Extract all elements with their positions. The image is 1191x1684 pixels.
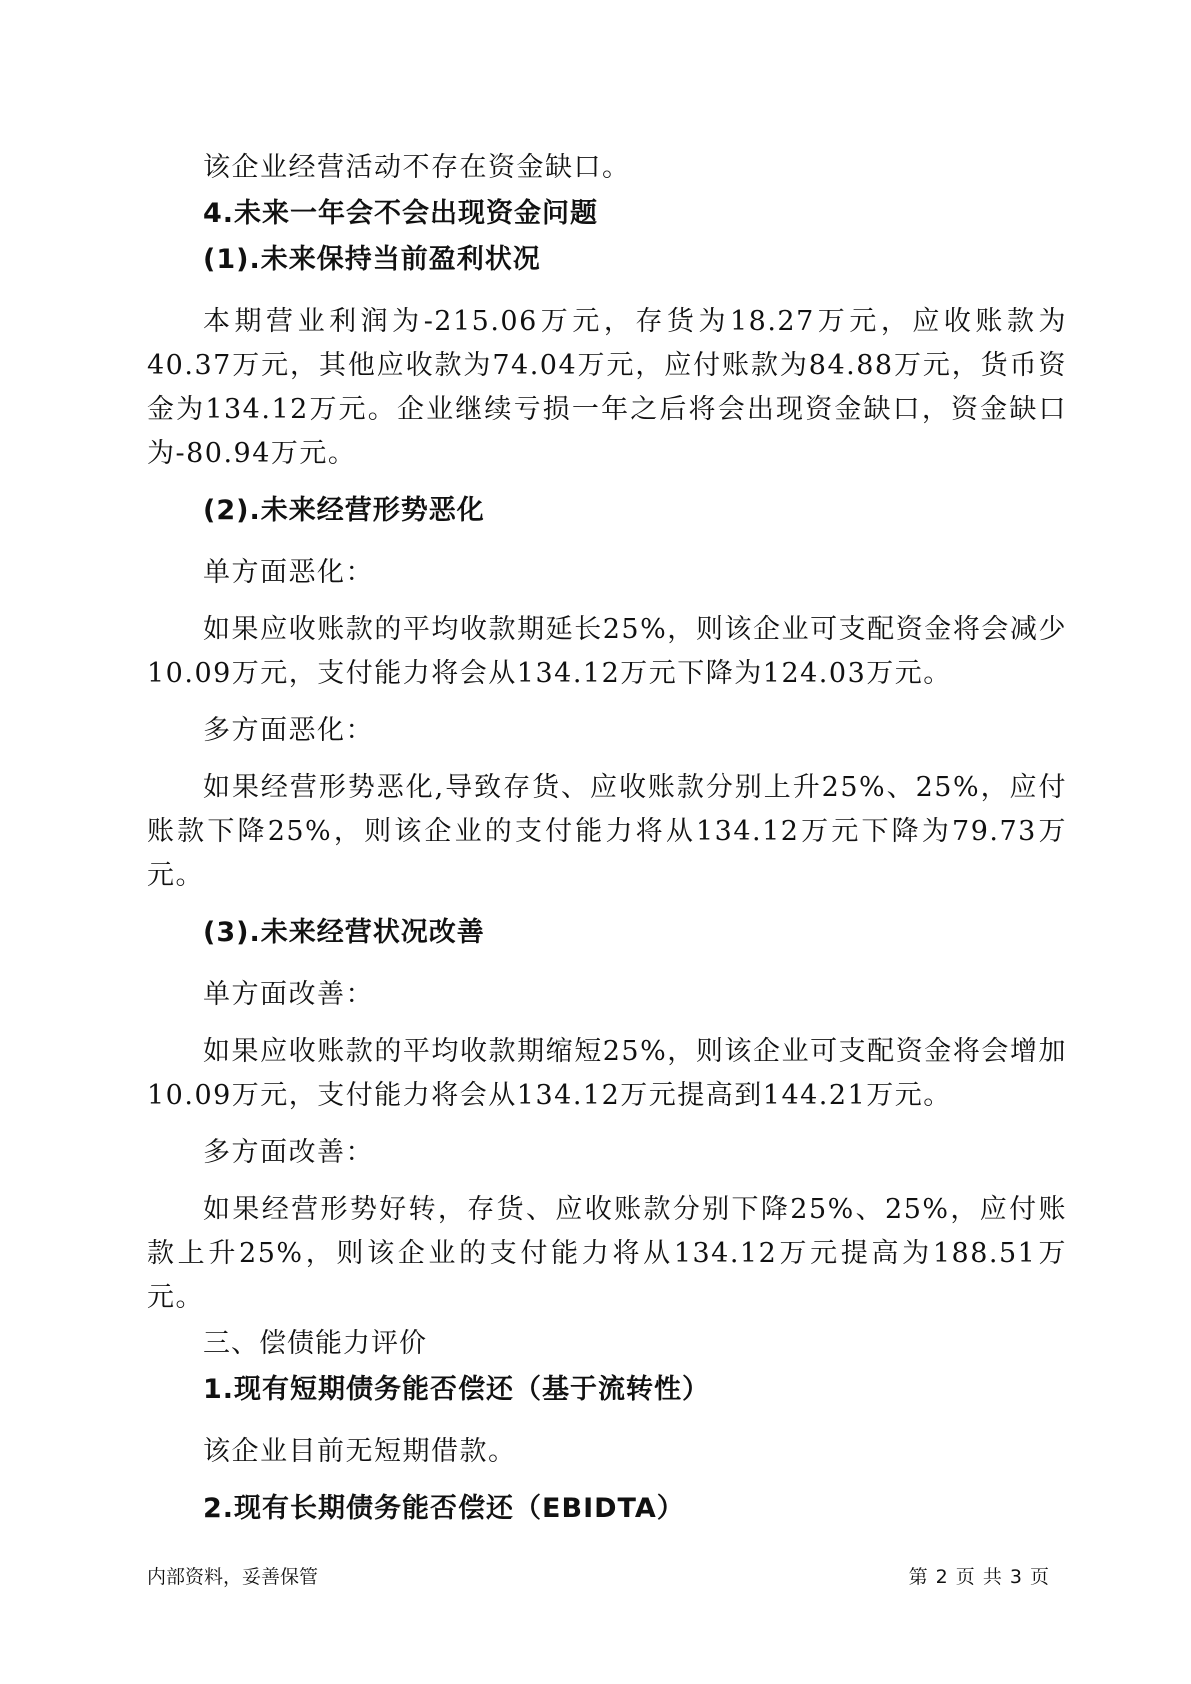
paragraph-multi-improvement: 如果经营形势好转，存货、应收账款分别下降25%、25%，应付账款上升25%，则该企业的支付能力将从134.12万元提高为188.51万元。 bbox=[147, 1194, 1067, 1313]
subheading-short-term-debt: 1.现有短期债务能否偿还（基于流转性） bbox=[203, 1374, 711, 1405]
footer-confidential-note: 内部资料，妥善保管 bbox=[147, 1566, 319, 1588]
subheading-long-term-debt: 2.现有长期债务能否偿还（EBIDTA） bbox=[203, 1493, 685, 1524]
label-multi-improvement: 多方面改善： bbox=[203, 1137, 374, 1168]
paragraph-short-term-debt: 该企业目前无短期借款。 bbox=[203, 1436, 517, 1467]
document-body bbox=[147, 146, 1067, 1549]
subheading-improvement: (3).未来经营状况改善 bbox=[203, 917, 485, 948]
section-heading-4: 4.未来一年会不会出现资金问题 bbox=[203, 198, 599, 229]
footer-page-number: 第 2 页 共 3 页 bbox=[908, 1566, 1050, 1588]
subheading-worsening: (2).未来经营形势恶化 bbox=[203, 495, 485, 526]
paragraph-single-improvement: 如果应收账款的平均收款期缩短25%，则该企业可支配资金将会增加10.09万元，支付能力将会从134.12万元提高到144.21万元。 bbox=[147, 1036, 1067, 1111]
paragraph-current-profit: 本期营业利润为-215.06万元，存货为18.27万元，应收账款为40.37万元，其他应收款为74.04万元，应付账款为84.88万元，货币资金为134.12万元。企业继续亏损一年之后将会出现资金缺口，资金缺口为-80.94万元。 bbox=[147, 306, 1067, 469]
label-single-worsening: 单方面恶化： bbox=[203, 557, 374, 588]
paragraph-multi-worsening: 如果经营形势恶化,导致存货、应收账款分别上升25%、25%，应付账款下降25%，则该企业的支付能力将从134.12万元下降为79.73万元。 bbox=[147, 772, 1067, 891]
intro-paragraph: 该企业经营活动不存在资金缺口。 bbox=[203, 152, 631, 183]
paragraph-single-worsening: 如果应收账款的平均收款期延长25%，则该企业可支配资金将会减少10.09万元，支付能力将会从134.12万元下降为124.03万元。 bbox=[147, 614, 1067, 689]
label-multi-worsening: 多方面恶化： bbox=[203, 715, 374, 746]
section-heading-3: 三、偿债能力评价 bbox=[203, 1328, 427, 1359]
label-single-improvement: 单方面改善： bbox=[203, 979, 374, 1010]
subheading-current-profit: (1).未来保持当前盈利状况 bbox=[203, 244, 541, 275]
